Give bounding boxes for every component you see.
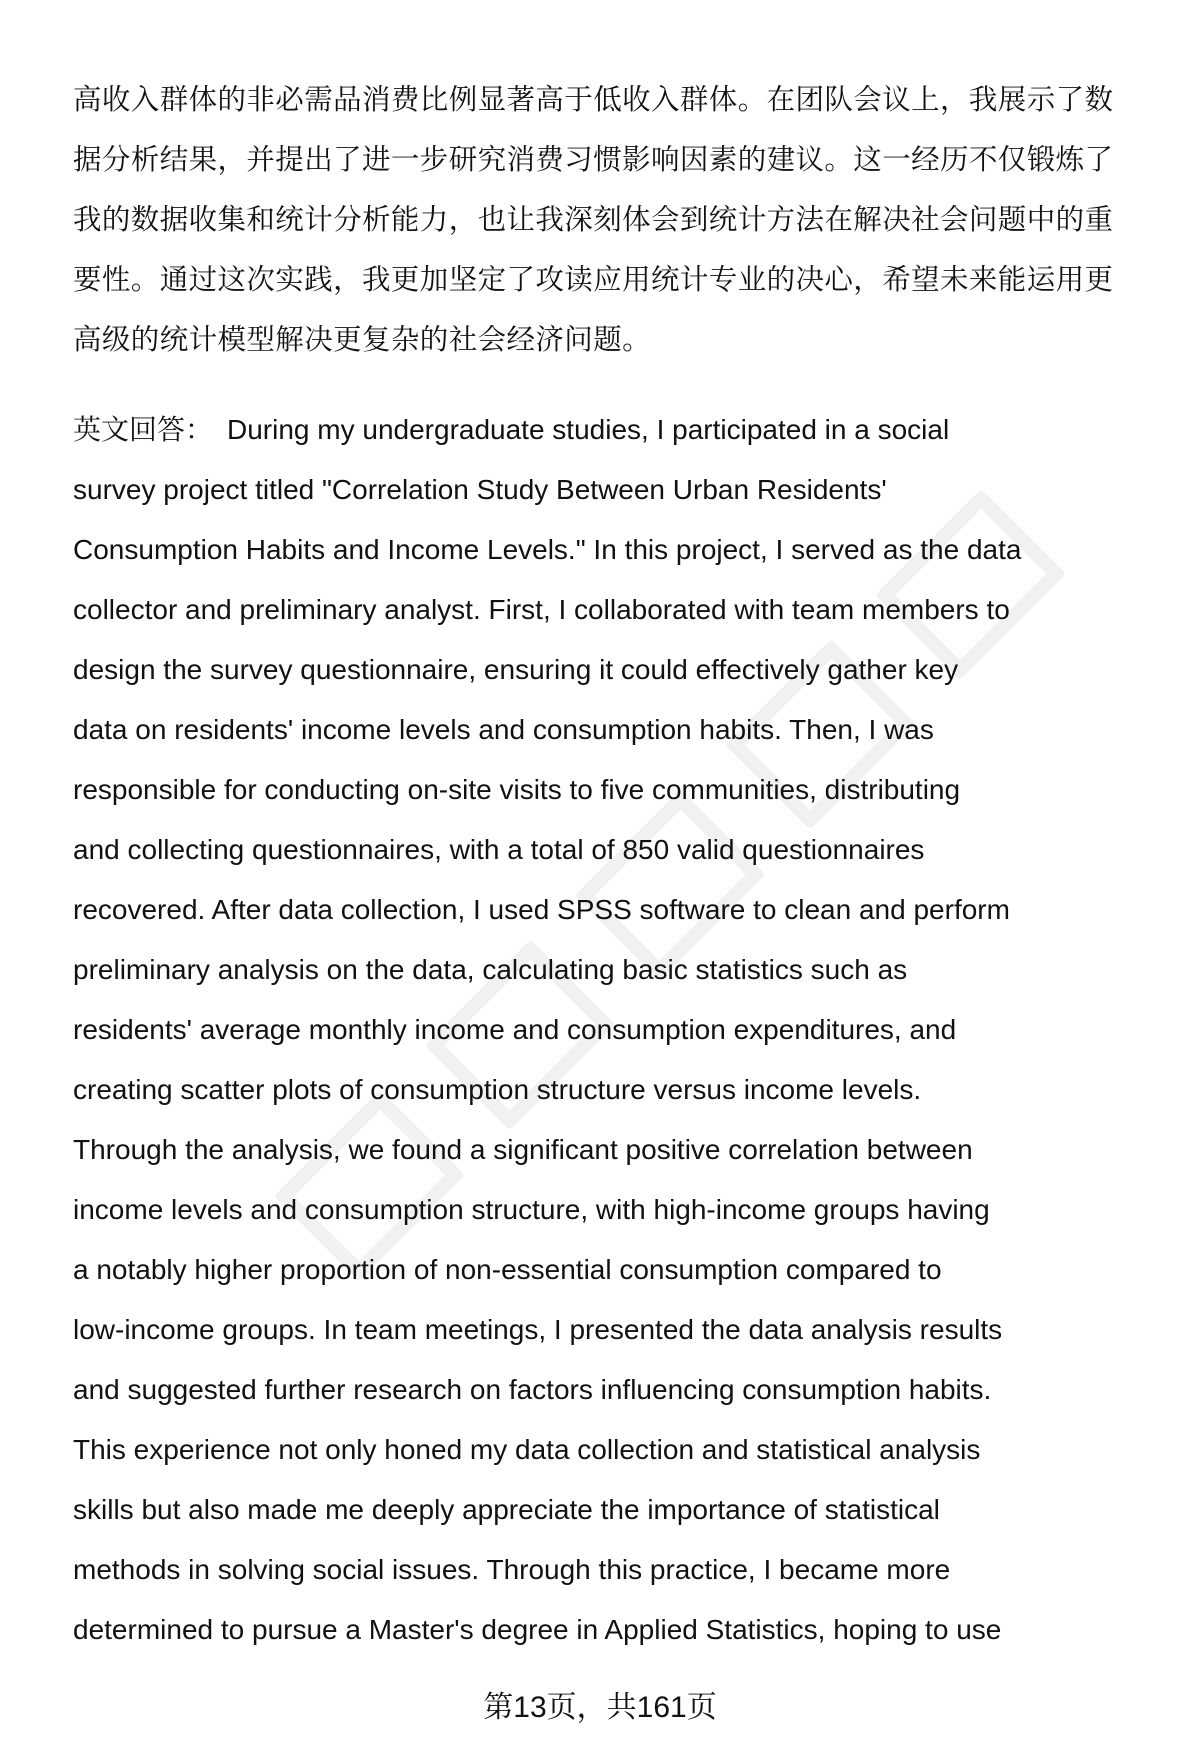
text-line: survey project titled "Correlation Study Between Urban Residents': [73, 474, 887, 505]
text-line: a notably higher proportion of non-essential consumption compared to: [73, 1254, 942, 1285]
text-line: 据分析结果，并提出了进一步研究消费习惯影响因素的建议。这一经历不仅锻炼了: [73, 144, 1114, 176]
text-line-content: During my undergraduate studies, I participated in a social: [227, 414, 950, 445]
english-answer-paragraph: [73, 400, 1163, 1660]
text-line: skills but also made me deeply appreciate the importance of statistical: [73, 1494, 940, 1525]
text-line: collector and preliminary analyst. First, I collaborated with team members to: [73, 594, 1010, 625]
text-line: 高收入群体的非必需品消费比例显著高于低收入群体。在团队会议上，我展示了数: [73, 84, 1114, 116]
text-line: income levels and consumption structure, with high-income groups having: [73, 1194, 990, 1225]
text-line: responsible for conducting on-site visits to five communities, distributing: [73, 774, 961, 805]
text-line: recovered. After data collection, I used SPSS software to clean and perform: [73, 894, 1010, 925]
text-line: residents' average monthly income and consumption expenditures, and: [73, 1014, 957, 1045]
text-line: 高级的统计模型解决更复杂的社会经济问题。: [73, 324, 652, 356]
text-line: creating scatter plots of consumption structure versus income levels.: [73, 1074, 922, 1105]
chinese-answer-paragraph: [73, 70, 1163, 370]
text-line: This experience not only honed my data collection and statistical analysis: [73, 1434, 981, 1465]
text-line: 我的数据收集和统计分析能力，也让我深刻体会到统计方法在解决社会问题中的重: [73, 204, 1114, 236]
text-line: and collecting questionnaires, with a total of 850 valid questionnaires: [73, 834, 925, 865]
text-line: data on residents' income levels and consumption habits. Then, I was: [73, 714, 934, 745]
english-answer-label: 英文回答：: [73, 414, 214, 445]
text-line: Consumption Habits and Income Levels." In this project, I served as the data: [73, 534, 1022, 565]
page-number-footer: 第13页，共161页: [483, 1691, 717, 1724]
text-line: design the survey questionnaire, ensuring it could effectively gather key: [73, 654, 959, 685]
text-line: Through the analysis, we found a significant positive correlation between: [73, 1134, 973, 1165]
text-line: preliminary analysis on the data, calculating basic statistics such as: [73, 954, 908, 985]
text-line: methods in solving social issues. Through this practice, I became more: [73, 1554, 951, 1585]
text-line: and suggested further research on factors influencing consumption habits.: [73, 1374, 992, 1405]
text-line: low-income groups. In team meetings, I presented the data analysis results: [73, 1314, 1003, 1345]
text-line-first: [73, 400, 1163, 460]
text-line: determined to pursue a Master's degree in Applied Statistics, hoping to use: [73, 1614, 1002, 1645]
text-line: 要性。通过这次实践，我更加坚定了攻读应用统计专业的决心，希望未来能运用更: [73, 264, 1114, 296]
